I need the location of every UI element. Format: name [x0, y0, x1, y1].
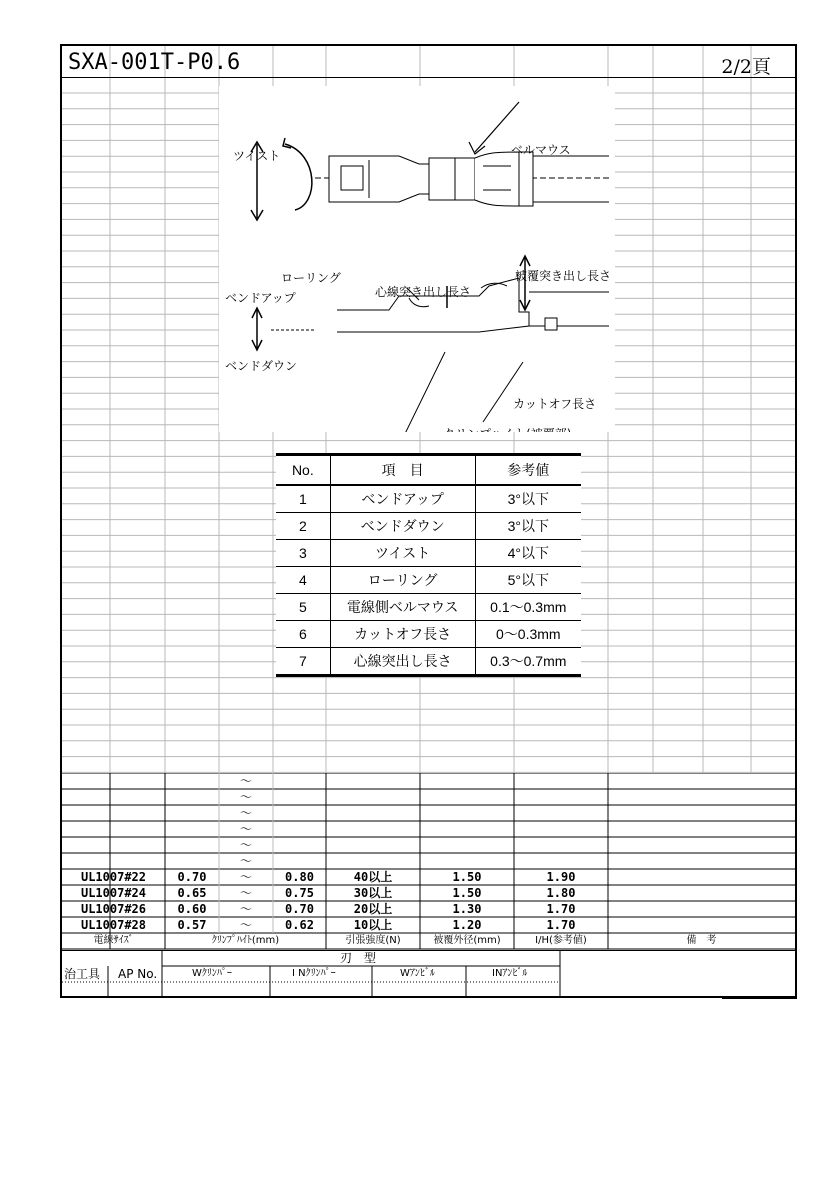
tensile-strength-cell: 30以上 [353, 886, 393, 900]
spec-item: ツイスト [330, 540, 475, 567]
tilde-separator: ～ [239, 822, 252, 836]
spec-item: 電線側ベルマウス [330, 594, 475, 621]
tilde-separator: ～ [239, 806, 252, 820]
crimp-height-max-cell: 0.80 [285, 870, 314, 884]
crimp-table-row [62, 917, 795, 933]
crimp-height-min-cell: 0.60 [177, 902, 207, 916]
crimp-table-row [62, 821, 795, 837]
spec-row [276, 621, 581, 648]
spec-no: 4 [276, 567, 330, 594]
tooling-table [62, 950, 795, 998]
crimp-diagram [219, 86, 615, 432]
spec-no: 7 [276, 648, 330, 676]
spec-value: 3°以下 [475, 485, 581, 513]
label-blade-type: 刃 型 [340, 951, 377, 965]
crimp-table-row [62, 805, 795, 821]
label-twist: ツイスト [233, 149, 281, 163]
crimp-height-max-cell: 0.75 [285, 886, 314, 900]
tilde-separator: ～ [239, 774, 252, 788]
label-tool: 治工具 [64, 967, 101, 981]
spec-no: 6 [276, 621, 330, 648]
spec-value: 0.1～0.3mm [475, 594, 581, 621]
crimp-table-row [62, 869, 795, 885]
label-w-crimper: Wｸﾘﾝﾊﾟｰ [192, 968, 232, 979]
spec-no: 5 [276, 594, 330, 621]
wire-size-cell: UL1007#28 [80, 918, 147, 932]
crimp-height-max-cell: 0.62 [285, 918, 314, 932]
crimp-table-row [62, 789, 795, 805]
spec-value: 5°以下 [475, 567, 581, 594]
tensile-strength-cell: 10以上 [353, 918, 393, 932]
crimp-table-row [62, 853, 795, 869]
spec-value: 4°以下 [475, 540, 581, 567]
ih-reference-cell: 1.80 [546, 886, 576, 900]
insulation-od-cell: 1.50 [452, 870, 482, 884]
wire-size-cell: UL1007#26 [80, 902, 147, 916]
label-in-anvil: INｱﾝﾋﾞﾙ [492, 968, 528, 979]
footer-line [722, 998, 797, 999]
tensile-strength-cell: 20以上 [353, 902, 393, 916]
ih-reference-cell: 1.70 [546, 918, 576, 932]
crimp-height-min-cell: 0.65 [177, 886, 207, 900]
crimp-table-row [62, 901, 795, 917]
spec-no: 2 [276, 513, 330, 540]
crimp-table-row [62, 837, 795, 853]
label-bell-mouth: ベルマウス [511, 143, 571, 157]
label-crimp-height-insulation [443, 426, 571, 432]
tilde-separator: ～ [239, 854, 252, 868]
label-bend-down: ベンドダウン [225, 359, 298, 373]
spec-item: ローリング [330, 567, 475, 594]
label-insulation-protrusion: 被覆突き出し長さ [515, 269, 612, 283]
spec-value: 0～0.3mm [475, 621, 581, 648]
reference-spec-table [276, 453, 581, 677]
page-number: 2/2頁 [721, 56, 771, 78]
spec-header-no: No. [276, 455, 330, 486]
tilde-separator: ～ [239, 838, 252, 852]
insulation-od-cell: 1.20 [452, 918, 482, 932]
label-tensile: 引張強度(N) [345, 935, 401, 946]
tilde-separator: ～ [239, 886, 252, 900]
spec-item: ベンドアップ [330, 485, 475, 513]
label-crimp-height: ｸﾘﾝﾌﾟﾊｲﾄ(mm) [211, 935, 280, 946]
label-insulation-od: 被覆外径(mm) [433, 935, 501, 946]
spec-no: 3 [276, 540, 330, 567]
spec-header-item: 項 目 [330, 455, 475, 486]
tilde-separator: ～ [239, 902, 252, 916]
spec-item: カットオフ長さ [330, 621, 475, 648]
insulation-od-cell: 1.30 [452, 902, 482, 916]
label-remarks: 備 考 [686, 935, 717, 946]
insulation-od-cell: 1.50 [452, 886, 482, 900]
crimp-table-row [62, 933, 795, 949]
spec-row [276, 567, 581, 594]
tilde-separator: ～ [239, 870, 252, 884]
tensile-strength-cell: 40以上 [353, 870, 393, 884]
label-core-protrusion: 心線突き出し長さ [375, 285, 472, 299]
spec-header-row [276, 455, 581, 486]
crimp-table-row [62, 773, 795, 789]
spec-row [276, 513, 581, 540]
spec-row [276, 648, 581, 676]
label-rolling: ローリング [281, 271, 341, 285]
label-ih-reference: I/H(参考値) [535, 935, 587, 946]
label-w-anvil: Wｱﾝﾋﾞﾙ [400, 968, 435, 979]
wire-size-cell: UL1007#22 [80, 870, 147, 884]
label-cut-off: カットオフ長さ [513, 397, 597, 411]
label-ap-no: AP No. [118, 967, 158, 981]
spec-row [276, 540, 581, 567]
spec-header-value: 参考値 [475, 455, 581, 486]
ih-reference-cell: 1.90 [546, 870, 576, 884]
spec-no: 1 [276, 485, 330, 513]
wire-size-cell: UL1007#24 [80, 886, 147, 900]
label-bend-up: ベンドアップ [225, 291, 296, 305]
spec-item: ベンドダウン [330, 513, 475, 540]
ih-reference-cell: 1.70 [546, 902, 576, 916]
spec-item: 心線突出し長さ [330, 648, 475, 676]
crimp-height-min-cell: 0.70 [177, 870, 207, 884]
header-divider [62, 77, 795, 78]
tilde-separator: ～ [239, 918, 252, 932]
spec-row [276, 594, 581, 621]
crimp-height-min-cell: 0.57 [177, 918, 207, 932]
document-sheet [60, 44, 797, 998]
document-title: SXA-001T-P0.6 [68, 50, 241, 75]
spec-row [276, 485, 581, 513]
spec-value: 0.3～0.7mm [475, 648, 581, 676]
spec-value: 3°以下 [475, 513, 581, 540]
crimp-height-max-cell: 0.70 [285, 902, 314, 916]
tilde-separator: ～ [239, 790, 252, 804]
crimp-table-row [62, 885, 795, 901]
label-in-crimper: I Nｸﾘﾝﾊﾟｰ [292, 968, 336, 979]
label-wire-size: 電線ｻｲｽﾞ [93, 935, 134, 946]
